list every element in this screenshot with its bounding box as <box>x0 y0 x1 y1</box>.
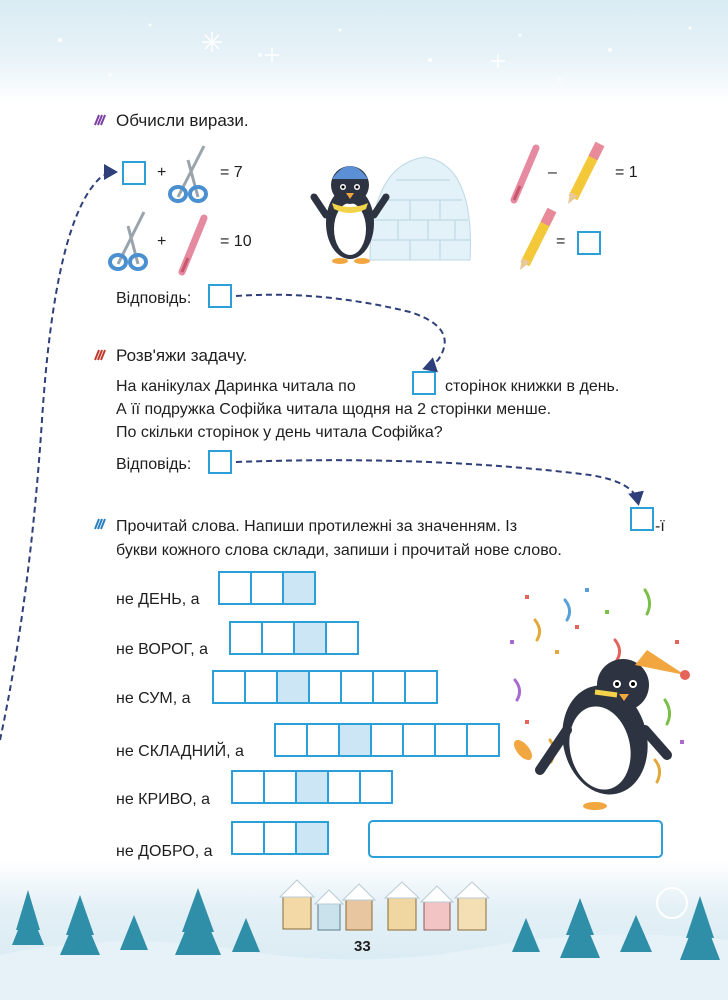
section3-line1-start: Прочитай слова. Напиши протилежні за значенням. Із <box>116 518 518 535</box>
section2-line1-end: сторінок книжки в день. <box>445 378 620 395</box>
eq2-result: = 10 <box>220 233 252 250</box>
new-word-answer-field[interactable] <box>368 820 663 858</box>
row1-letter-cells[interactable] <box>218 571 314 605</box>
row6-letter-cells[interactable] <box>231 821 327 855</box>
pencil-marker-icon <box>93 517 107 531</box>
eq4-equals: = <box>556 233 566 250</box>
section2-line3: По скільки сторінок у день читала Софійка? <box>116 424 443 441</box>
eq1-result: = 7 <box>220 164 243 181</box>
section2-line1-start: На канікулах Даринка читала по <box>116 378 356 395</box>
row3-letter-cells[interactable] <box>212 670 436 704</box>
section2-title: Розв'яжи задачу. <box>116 346 248 365</box>
row3-label: не СУМ, а <box>116 690 191 707</box>
row6-label: не ДОБРО, а <box>116 843 213 860</box>
section3-line2: букви кожного слова склади, запиши і прочитай нове слово. <box>116 542 562 559</box>
row4-label: не СКЛАДНИЙ, а <box>116 743 244 760</box>
section2-line2: А її подружка Софійка читала щодня на 2 сторінки менше. <box>116 401 552 418</box>
eq2-plus: + <box>157 233 167 250</box>
section3-line1-end: -ї <box>655 518 665 535</box>
page-number: 33 <box>354 938 371 955</box>
section1-title: Обчисли вирази. <box>116 111 249 130</box>
section2-answer-label: Відповідь: <box>116 456 192 473</box>
row2-label: не ВОРОГ, а <box>116 641 209 658</box>
letter-index-box[interactable] <box>630 507 654 531</box>
eq1-plus: + <box>157 164 167 181</box>
row2-letter-cells[interactable] <box>229 621 357 655</box>
eq3-minus: – <box>548 164 557 181</box>
eq3-result: = 1 <box>615 164 638 181</box>
row4-letter-cells[interactable] <box>274 723 498 757</box>
party-penguin-illustration <box>495 580 695 815</box>
row5-letter-cells[interactable] <box>231 770 391 804</box>
section1-answer-label: Відповідь: <box>116 290 192 307</box>
row5-label: не КРИВО, а <box>116 791 211 808</box>
row1-label: не ДЕНЬ, а <box>116 591 200 608</box>
